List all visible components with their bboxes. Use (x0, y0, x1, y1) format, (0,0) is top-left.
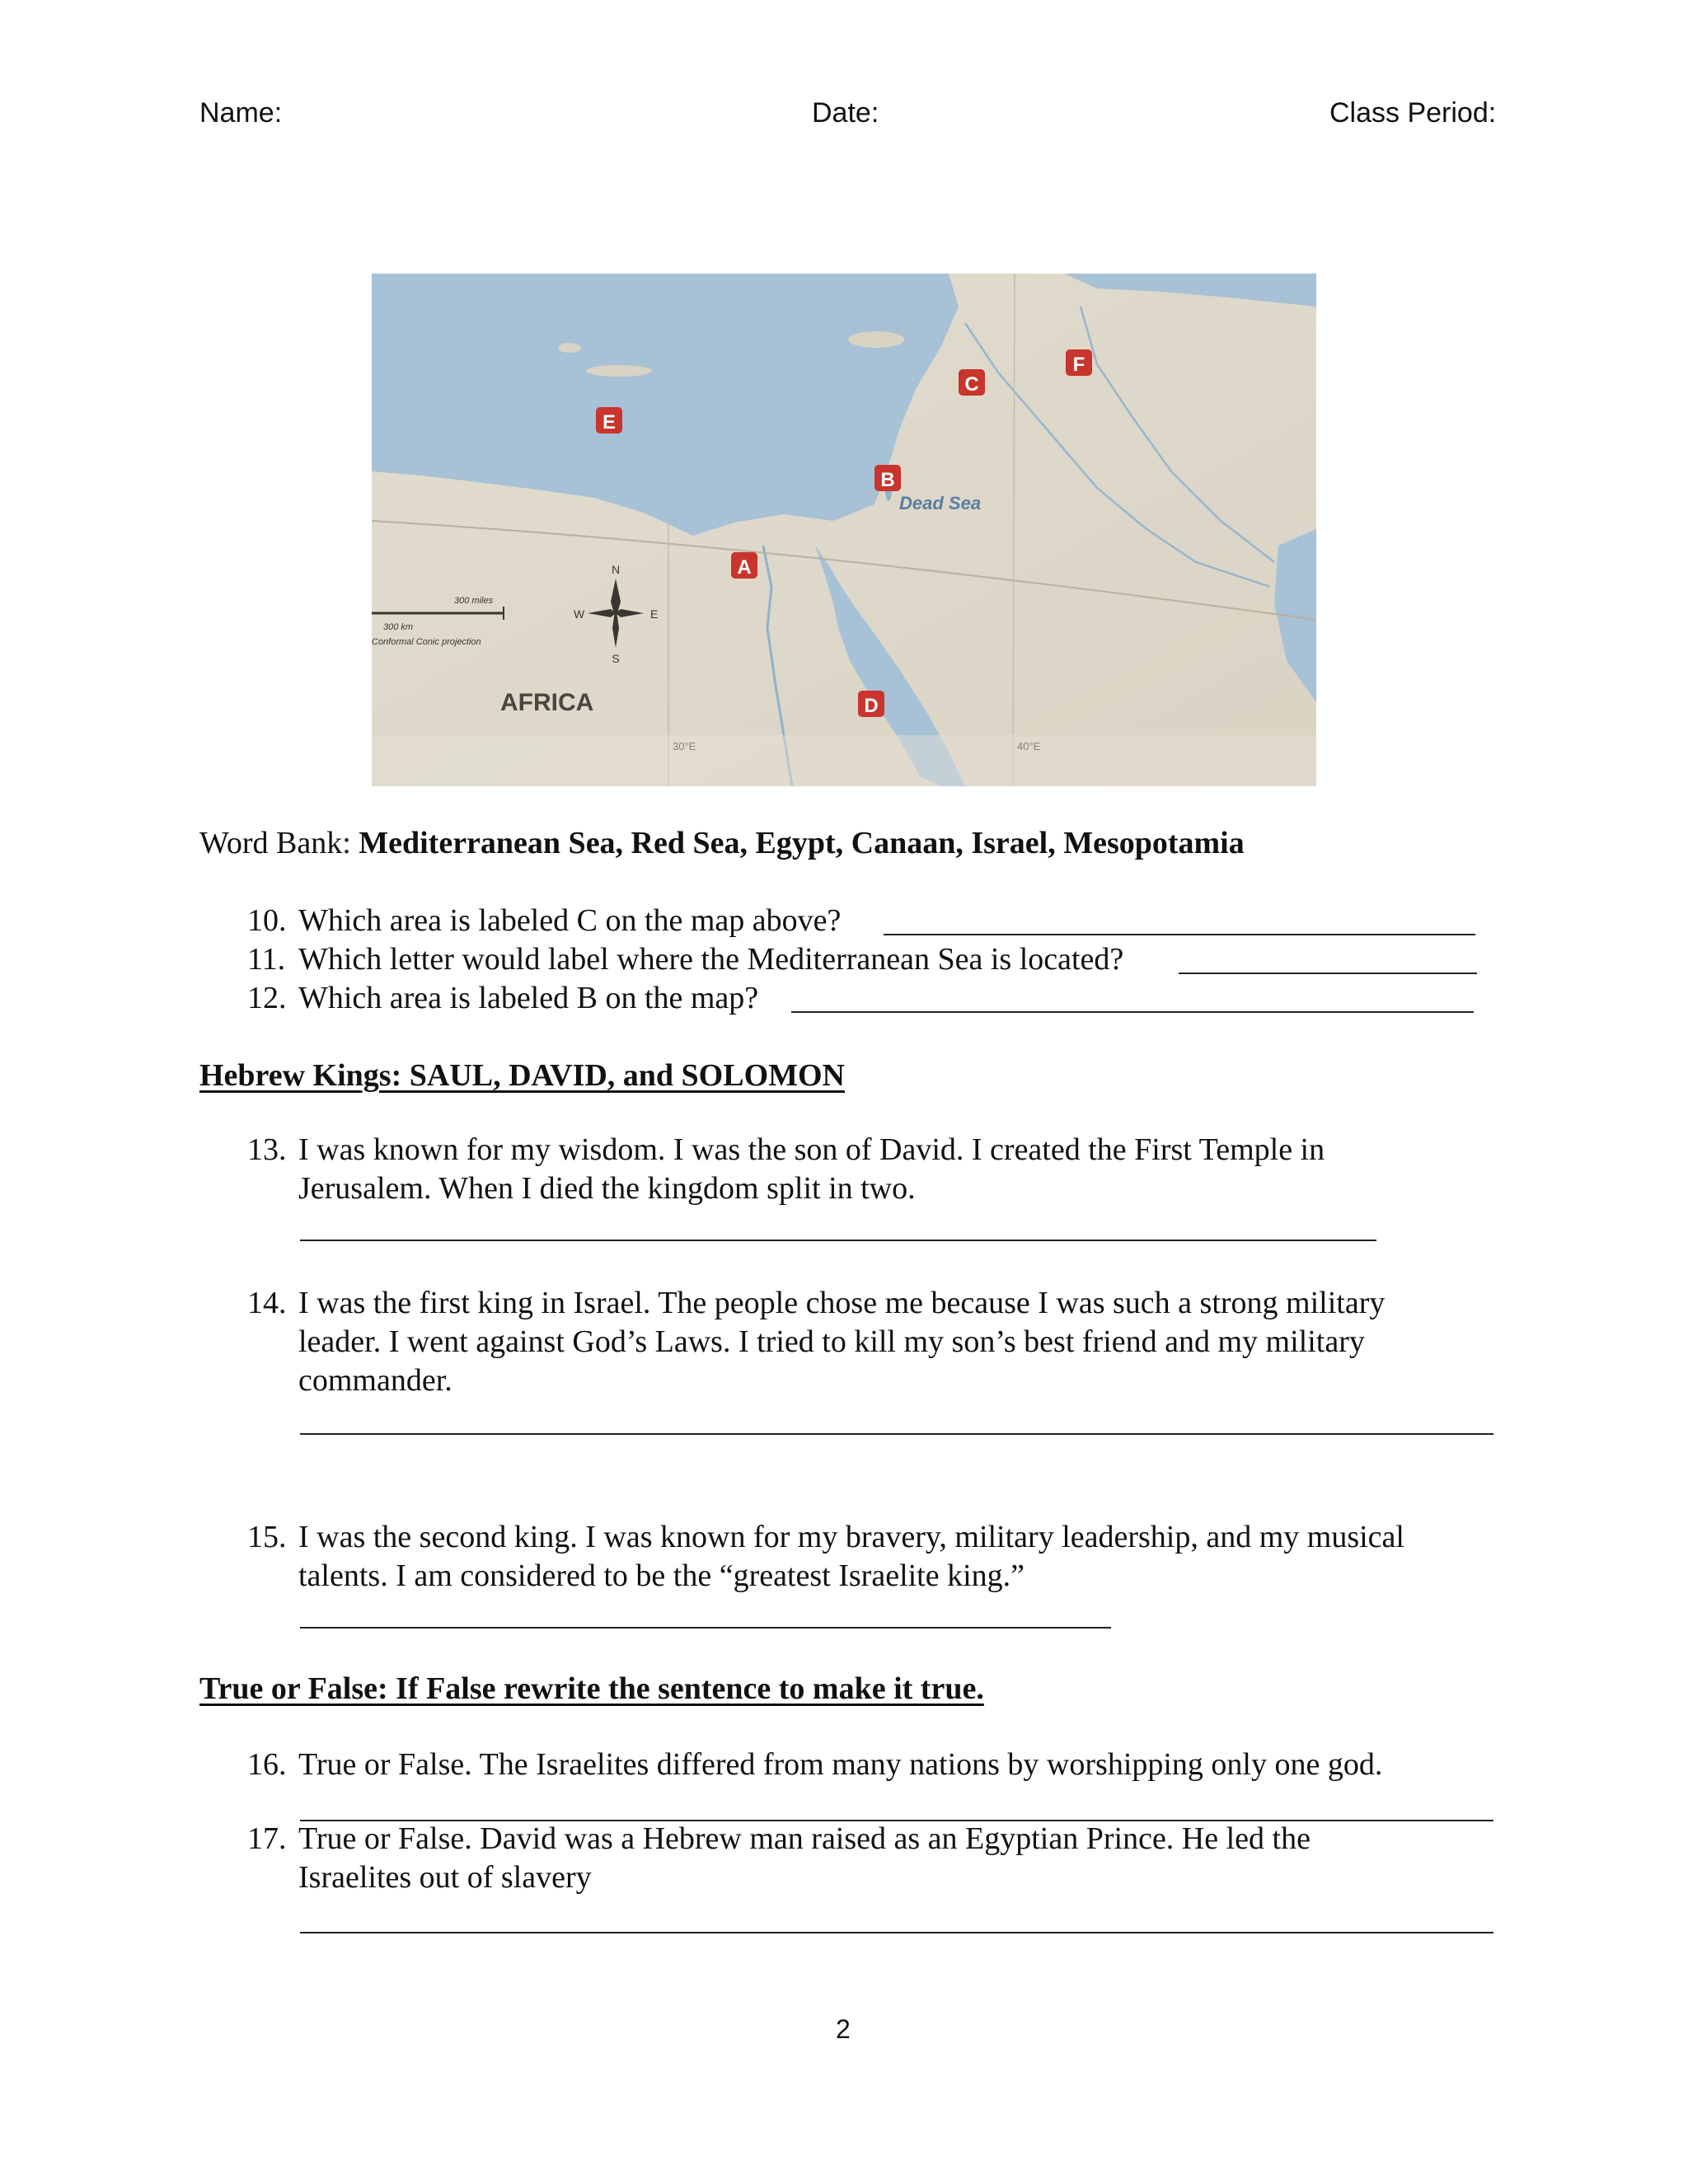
name-label: Name: (199, 97, 283, 129)
svg-text:S: S (612, 652, 620, 665)
svg-text:E: E (650, 607, 659, 621)
q17-line-2: Israelites out of slavery (298, 1860, 592, 1895)
word-bank-words: Mediterranean Sea, Red Sea, Egypt, Canaan, Israel, Mesopotamia (359, 826, 1245, 860)
q16-number: 16. (247, 1747, 287, 1782)
word-bank (199, 824, 1245, 863)
q10-text: Which area is labeled C on the map above? (298, 903, 842, 938)
svg-text:C: C (964, 373, 979, 396)
svg-text:Conformal Conic projection: Conformal Conic projection (372, 637, 481, 647)
longitude-label-30: 30°E (673, 740, 696, 752)
dead-sea-label: Dead Sea (899, 493, 982, 513)
date-label: Date: (812, 97, 879, 129)
svg-text:300 miles: 300 miles (454, 596, 494, 606)
q15-number: 15. (247, 1520, 287, 1554)
q15-line-1: I was the second king. I was known for my bravery, military leadership, and my musical (298, 1520, 1404, 1554)
crete-island (586, 365, 652, 377)
q14-line-1: I was the first king in Israel. The people chose me because I was such a strong military (298, 1286, 1386, 1320)
q16-text: True or False. The Israelites differed from many nations by worshipping only one god. (298, 1747, 1383, 1782)
q10-answer-line[interactable] (884, 934, 1475, 935)
map-bottom-fade (372, 735, 1316, 786)
svg-text:D: D (864, 695, 879, 717)
svg-text:N: N (611, 563, 621, 576)
middle-east-map (372, 274, 1316, 786)
q15-answer-line[interactable] (300, 1627, 1111, 1629)
q12-answer-line[interactable] (791, 1011, 1474, 1013)
q17-answer-line[interactable] (300, 1932, 1493, 1933)
q14-line-3: commander. (298, 1363, 452, 1398)
marker-c (959, 369, 985, 396)
svg-text:F: F (1072, 354, 1085, 376)
q14-line-2: leader. I went against God’s Laws. I tried to kill my son’s best friend and my military (298, 1324, 1365, 1359)
q14-answer-line[interactable] (300, 1433, 1493, 1435)
longitude-label-40: 40°E (1017, 740, 1041, 752)
island-small (558, 343, 581, 353)
q10-number: 10. (247, 903, 287, 938)
q14-number: 14. (247, 1286, 287, 1320)
q13-line-1: I was known for my wisdom. I was the son of David. I created the First Temple in (298, 1132, 1325, 1167)
q17-line-1: True or False. David was a Hebrew man raised as an Egyptian Prince. He led the (298, 1821, 1311, 1856)
word-bank-label: Word Bank: (199, 826, 351, 860)
svg-text:A: A (737, 556, 752, 579)
page-number: 2 (836, 2014, 851, 2044)
svg-text:300 km: 300 km (383, 622, 414, 632)
q11-text: Which letter would label where the Mediterranean Sea is located? (298, 942, 1124, 977)
q11-number: 11. (247, 942, 286, 977)
marker-e (596, 407, 622, 434)
q12-number: 12. (247, 981, 287, 1015)
cyprus-island (848, 331, 904, 348)
q13-answer-line[interactable] (300, 1240, 1376, 1241)
marker-b (874, 465, 901, 491)
class-period-label: Class Period: (1329, 97, 1497, 129)
q15-line-2: talents. I am considered to be the “greatest Israelite king.” (298, 1558, 1025, 1593)
svg-text:E: E (602, 411, 617, 434)
marker-a (731, 552, 757, 579)
africa-label: AFRICA (500, 689, 594, 716)
marker-f (1066, 349, 1092, 376)
q13-line-2: Jerusalem. When I died the kingdom split in two. (298, 1171, 916, 1206)
svg-text:W: W (574, 607, 585, 621)
kings-heading: Hebrew Kings: SAUL, DAVID, and SOLOMON (199, 1058, 845, 1093)
q11-answer-line[interactable] (1179, 972, 1477, 974)
true-false-heading: True or False: If False rewrite the sentence to make it true. (199, 1671, 984, 1706)
marker-d (858, 691, 884, 717)
svg-text:B: B (880, 469, 895, 491)
q13-number: 13. (247, 1132, 287, 1167)
q12-text: Which area is labeled B on the map? (298, 981, 759, 1015)
q17-number: 17. (247, 1821, 287, 1856)
